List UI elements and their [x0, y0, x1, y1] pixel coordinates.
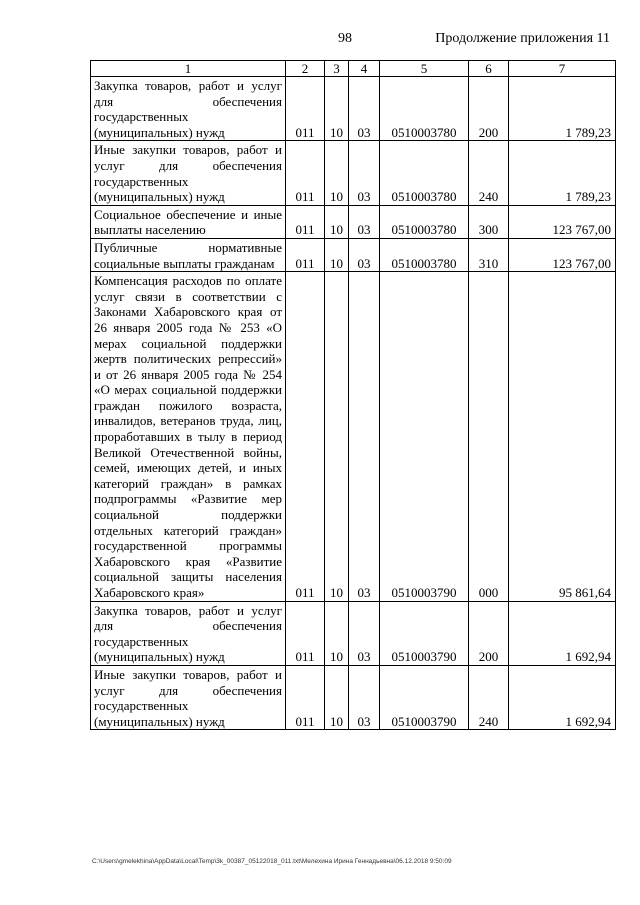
section-code: 10: [325, 665, 349, 729]
section-code: 10: [325, 141, 349, 205]
expense-name: Закупка товаров, работ и услуг для обеспечения государственных (муниципальных) нужд: [91, 601, 286, 665]
table-row: [91, 272, 616, 601]
amount: 1 789,23: [509, 141, 616, 205]
ministry-code: 011: [286, 272, 325, 601]
expense-name: Компенсация расходов по оплате услуг связи в соответствии с Законами Хабаровского края от 26 января 2005 года № 253 «О мерах социальной поддержки жертв политических репрессий» и от 26 января 2005 года № 254 «О мерах социальной поддержки граждан пожилого возраста, инвалидов, ветеранов труда, лиц, проработавших в тылу в период Великой Отечественной войны, семей, имеющих детей, и иных категорий граждан» в рамках подпрограммы «Развитие мер социальной поддержки отдельных категорий граждан» государственной программы Хабаровского края «Развитие социальной защиты населения Хабаровского края»: [91, 272, 286, 601]
expense-type-code: 310: [469, 238, 509, 271]
target-article-code: 0510003790: [380, 601, 469, 665]
section-code: 10: [325, 77, 349, 141]
ministry-code: 011: [286, 665, 325, 729]
section-code: 10: [325, 272, 349, 601]
ministry-code: 011: [286, 601, 325, 665]
appendix-continuation-title: Продолжение приложения 11: [435, 31, 610, 46]
budget-table: [90, 60, 616, 730]
expense-type-code: 000: [469, 272, 509, 601]
expense-type-code: 200: [469, 77, 509, 141]
expense-type-code: 240: [469, 665, 509, 729]
column-header: 6: [469, 61, 509, 77]
amount: 123 767,00: [509, 205, 616, 238]
table-row: [91, 77, 616, 141]
amount: 95 861,64: [509, 272, 616, 601]
section-code: 10: [325, 601, 349, 665]
target-article-code: 0510003790: [380, 272, 469, 601]
amount: 123 767,00: [509, 238, 616, 271]
expense-name: Социальное обеспечение и иные выплаты населению: [91, 205, 286, 238]
column-header: 3: [325, 61, 349, 77]
subsection-code: 03: [349, 272, 380, 601]
expense-name: Закупка товаров, работ и услуг для обеспечения государственных (муниципальных) нужд: [91, 77, 286, 141]
column-header: 2: [286, 61, 325, 77]
ministry-code: 011: [286, 141, 325, 205]
target-article-code: 0510003790: [380, 665, 469, 729]
table-row: [91, 141, 616, 205]
target-article-code: 0510003780: [380, 141, 469, 205]
ministry-code: 011: [286, 77, 325, 141]
expense-type-code: 200: [469, 601, 509, 665]
ministry-code: 011: [286, 205, 325, 238]
column-header: 7: [509, 61, 616, 77]
section-code: 10: [325, 238, 349, 271]
document-file-path: C:\Users\gmelekhina\AppData\Local\Temp\3k_00387_05122018_011.txt\Мелехина Ирина Геннадьевна\06.12.2018 9:50:09: [92, 858, 452, 865]
amount: 1 789,23: [509, 77, 616, 141]
subsection-code: 03: [349, 205, 380, 238]
amount: 1 692,94: [509, 601, 616, 665]
table-row: [91, 238, 616, 271]
expense-name: Иные закупки товаров, работ и услуг для обеспечения государственных (муниципальных) нужд: [91, 141, 286, 205]
subsection-code: 03: [349, 238, 380, 271]
subsection-code: 03: [349, 77, 380, 141]
column-header: 5: [380, 61, 469, 77]
subsection-code: 03: [349, 601, 380, 665]
column-header: 4: [349, 61, 380, 77]
table-row: [91, 665, 616, 729]
amount: 1 692,94: [509, 665, 616, 729]
column-header: 1: [91, 61, 286, 77]
target-article-code: 0510003780: [380, 77, 469, 141]
table-row: [91, 205, 616, 238]
expense-name: Публичные нормативные социальные выплаты гражданам: [91, 238, 286, 271]
table-header-row: [91, 61, 616, 77]
target-article-code: 0510003780: [380, 238, 469, 271]
subsection-code: 03: [349, 141, 380, 205]
section-code: 10: [325, 205, 349, 238]
page-number: 98: [338, 31, 352, 46]
expense-type-code: 300: [469, 205, 509, 238]
subsection-code: 03: [349, 665, 380, 729]
ministry-code: 011: [286, 238, 325, 271]
expense-name: Иные закупки товаров, работ и услуг для обеспечения государственных (муниципальных) нужд: [91, 665, 286, 729]
table-row: [91, 601, 616, 665]
target-article-code: 0510003780: [380, 205, 469, 238]
expense-type-code: 240: [469, 141, 509, 205]
